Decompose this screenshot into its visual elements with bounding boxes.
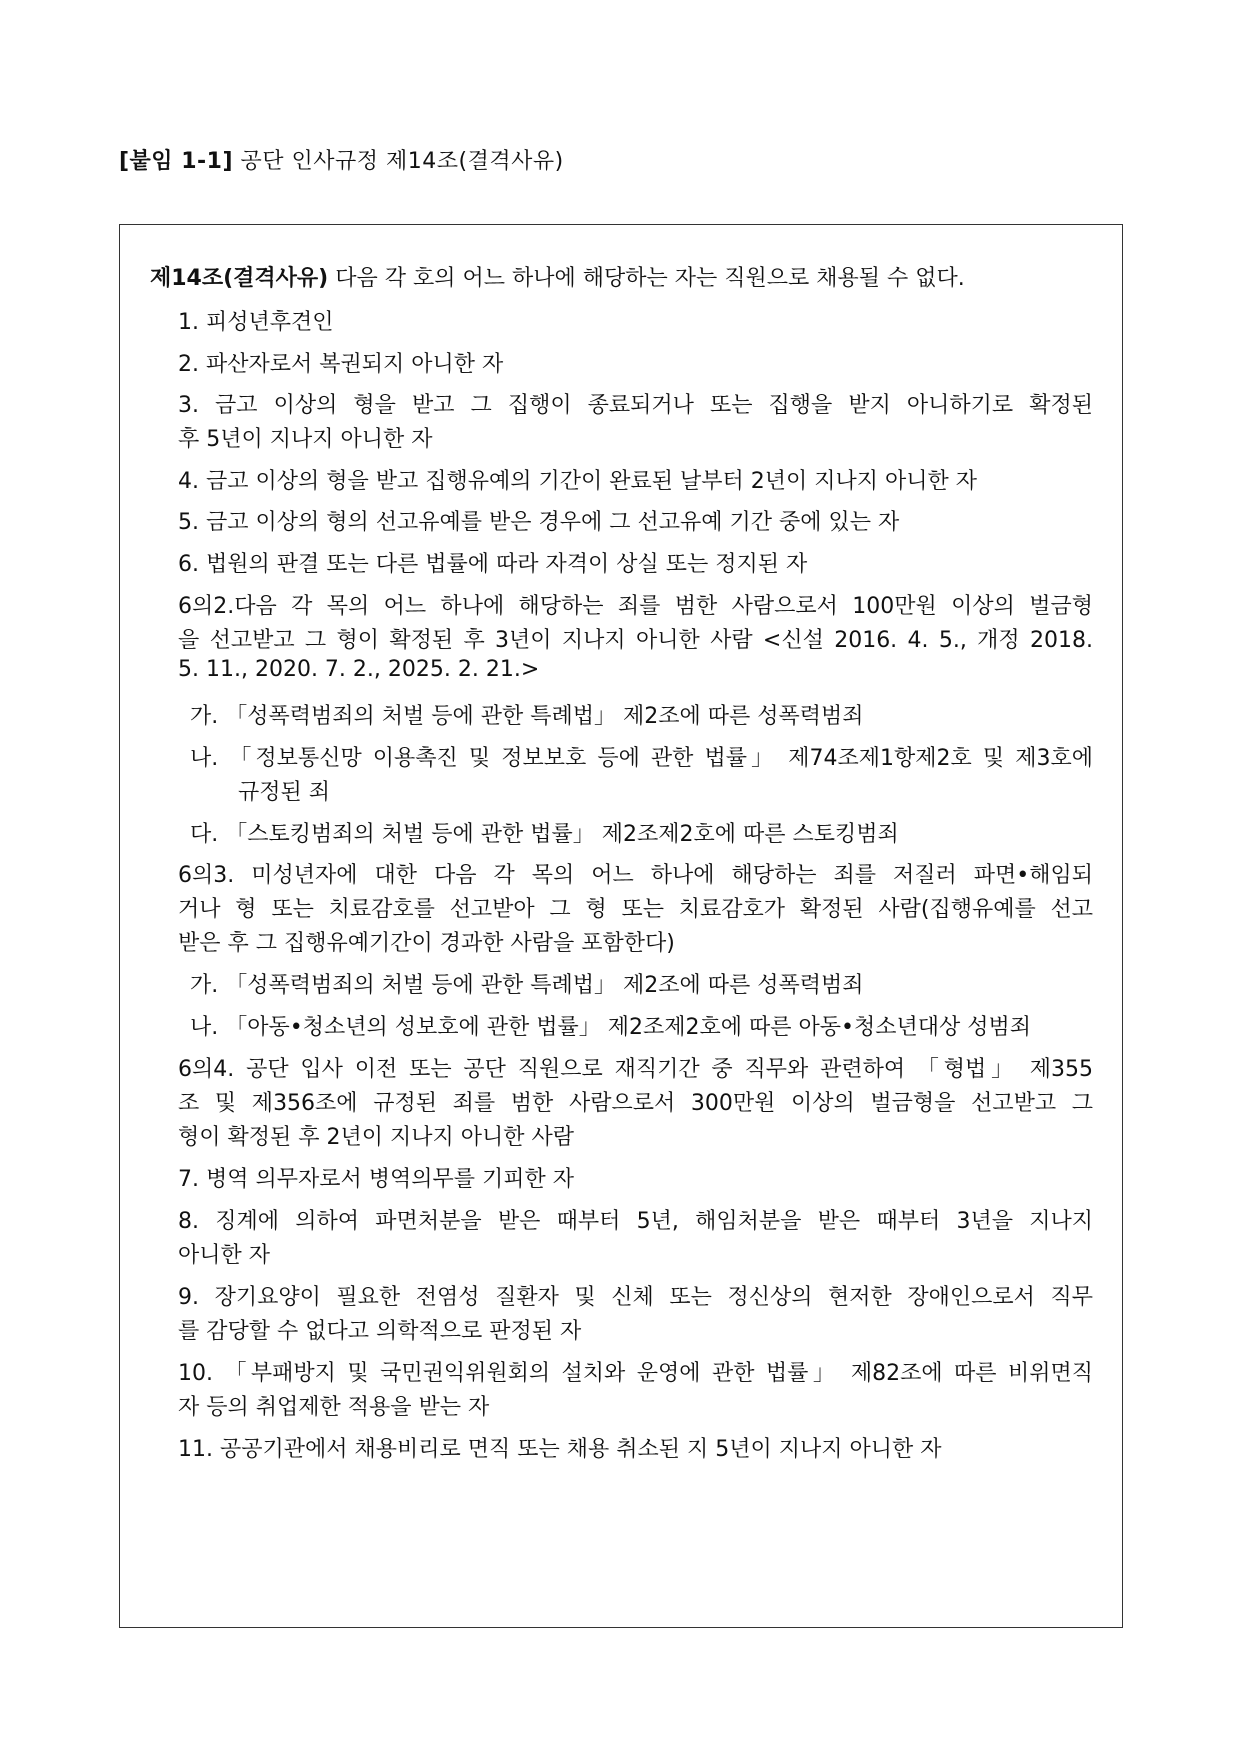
item-10-line-2: 자 등의 취업제한 적용을 받는 자 (178, 1395, 490, 1420)
item-6-3-line-3: 받은 후 그 집행유예기간이 경과한 사람을 포함한다) (178, 931, 675, 956)
item-9-line-2: 를 감당할 수 없다고 의학적으로 판정된 자 (178, 1319, 582, 1344)
item-6-3-line-2: 거나 형 또는 치료감호를 선고받아 그 형 또는 치료감호가 확정된 사람(집행유예를 선고 (178, 897, 1093, 922)
item-6-2-line-1: 6의2.다음 각 목의 어느 하나에 해당하는 죄를 범한 사람으로서 100만원 이상의 벌금형 (178, 594, 1093, 619)
item-1: 1. 피성년후견인 (178, 310, 334, 335)
item-6-2-line-2: 을 선고받고 그 형이 확정된 후 3년이 지나지 아니한 사람 <신설 2016. 4. 5., 개정 2018. (178, 628, 1093, 653)
item-6-2-sub-na-line-1: 나. 「정보통신망 이용촉진 및 정보보호 등에 관한 법률」 제74조제1항제2호 및 제3호에 (190, 746, 1093, 771)
item-7: 7. 병역 의무자로서 병역의무를 기피한 자 (178, 1167, 574, 1192)
item-11: 11. 공공기관에서 채용비리로 면직 또는 채용 취소된 지 5년이 지나지 아니한 자 (178, 1437, 942, 1462)
item-6-3-sub-ga: 가. 「성폭력범죄의 처벌 등에 관한 특례법」 제2조에 따른 성폭력범죄 (190, 973, 864, 998)
item-6-2-sub-na-line-2: 규정된 죄 (238, 780, 331, 805)
item-6-2-line-3: 5. 11., 2020. 7. 2., 2025. 2. 21.> (178, 657, 540, 682)
item-2: 2. 파산자로서 복권되지 아니한 자 (178, 352, 504, 377)
item-4: 4. 금고 이상의 형을 받고 집행유예의 기간이 완료된 날부터 2년이 지나지 아니한 자 (178, 469, 977, 494)
item-8-line-2: 아니한 자 (178, 1243, 271, 1268)
item-6-3-line-1: 6의3. 미성년자에 대한 다음 각 목의 어느 하나에 해당하는 죄를 저질러 파면•해임되 (178, 863, 1093, 888)
article-title: 제14조(결격사유) (150, 266, 329, 291)
item-3-line-2: 후 5년이 지나지 아니한 자 (178, 427, 433, 452)
article-heading (150, 261, 965, 292)
item-3-line-1: 3. 금고 이상의 형을 받고 그 집행이 종료되거나 또는 집행을 받지 아니하기로 확정된 (178, 393, 1093, 418)
item-10-line-1: 10. 「부패방지 및 국민권익위원회의 설치와 운영에 관한 법률」 제82조에 따른 비위면직 (178, 1361, 1093, 1386)
item-6-3-sub-na: 나. 「아동•청소년의 성보호에 관한 법률」 제2조제2호에 따른 아동•청소년대상 성범죄 (190, 1015, 1031, 1040)
item-6-4-line-2: 조 및 제356조에 규정된 죄를 범한 사람으로서 300만원 이상의 벌금형을 선고받고 그 (178, 1091, 1093, 1116)
item-6-4-line-1: 6의4. 공단 입사 이전 또는 공단 직원으로 재직기간 중 직무와 관련하여 「형법」 제355 (178, 1057, 1093, 1082)
article-box (119, 224, 1123, 1628)
item-9-line-1: 9. 장기요양이 필요한 전염성 질환자 및 신체 또는 정신상의 현저한 장애인으로서 직무 (178, 1285, 1093, 1310)
item-5: 5. 금고 이상의 형의 선고유예를 받은 경우에 그 선고유예 기간 중에 있는 자 (178, 510, 900, 535)
item-6-2-sub-da: 다. 「스토킹범죄의 처벌 등에 관한 법률」 제2조제2호에 따른 스토킹범죄 (190, 822, 899, 847)
attachment-label: [붙임 1-1] (119, 149, 234, 174)
item-8-line-1: 8. 징계에 의하여 파면처분을 받은 때부터 5년, 해임처분을 받은 때부터 3년을 지나지 (178, 1209, 1094, 1234)
article-intro: 다음 각 호의 어느 하나에 해당하는 자는 직원으로 채용될 수 없다. (335, 266, 965, 291)
item-6-4-line-3: 형이 확정된 후 2년이 지나지 아니한 사람 (178, 1125, 574, 1150)
page-header (119, 144, 564, 175)
page-title: 공단 인사규정 제14조(결격사유) (240, 149, 564, 174)
item-6-2-sub-ga: 가. 「성폭력범죄의 처벌 등에 관한 특례법」 제2조에 따른 성폭력범죄 (190, 704, 864, 729)
item-6: 6. 법원의 판결 또는 다른 법률에 따라 자격이 상실 또는 정지된 자 (178, 552, 808, 577)
